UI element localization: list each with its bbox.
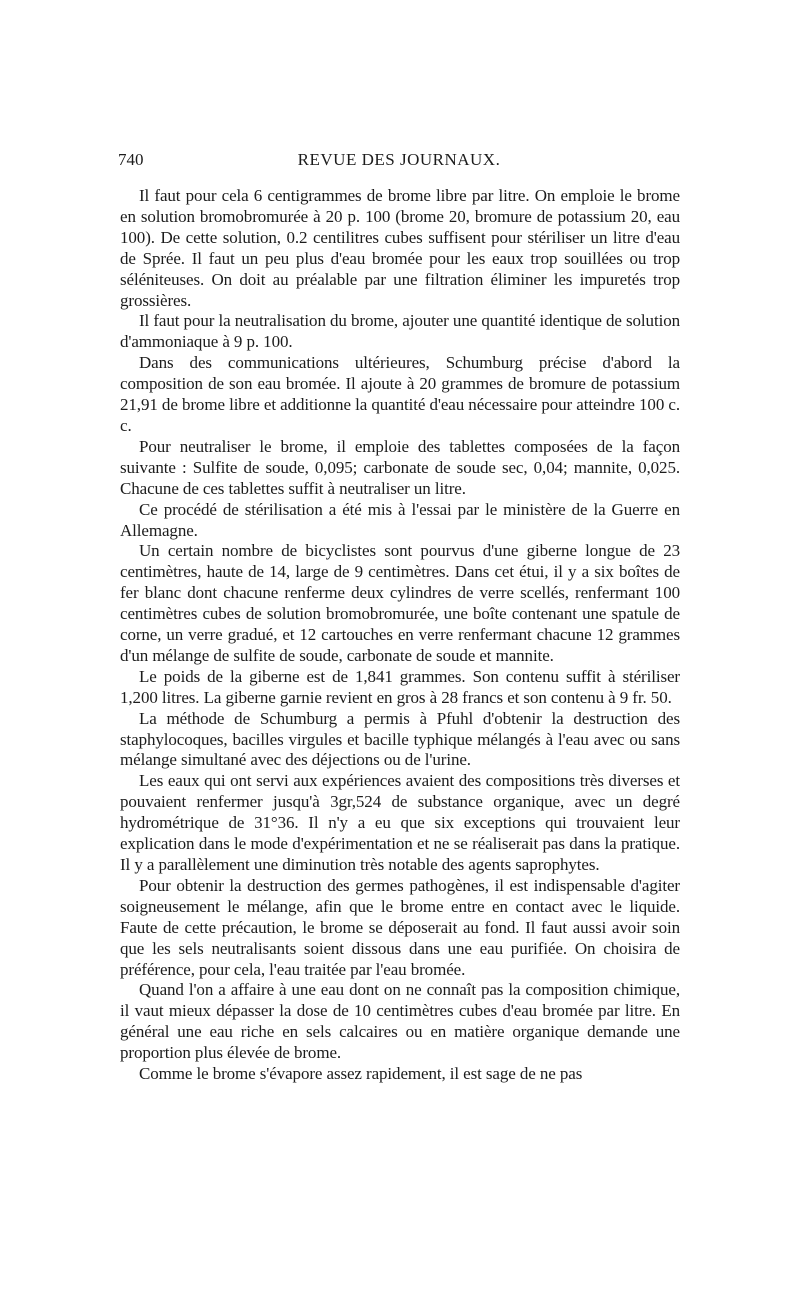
paragraph-pfuhl-results: La méthode de Schumburg a permis à Pfuhl d'obtenir la destruction des staphylocoques, bacilles virgules et bacille typhique mélangés à l'eau avec ou sans mélange simultané avec des déjections ou de l'urine. (120, 708, 680, 770)
paragraph-cartridge-pouch: Un certain nombre de bicyclistes sont pourvus d'une giberne longue de 23 centimètres, haute de 14, large de 9 centimètres. Dans cet étui, il y a six boîtes de fer blanc dont chacune renferme deux cylindres de verre scellés, renfermant 100 centimètres cubes de solution bromobromurée, une boîte contenant une spatule de corne, un verre gradué, et 12 cartouches en verre renfermant chacune 12 grammes d'un mélange de sulfite de soude, carbonate de soude et mannite. (120, 541, 680, 665)
paragraph-bromine-dose: Il faut pour cela 6 centigrammes de brome libre par litre. On emploie le brome en solution bromobromurée à 20 p. 100 (brome 20, bromure de potassium 20, eau 100). De cette solution, 0.2 centilitres cubes suffisent pour stériliser un litre d'eau de Sprée. Il faut un peu plus d'eau bromée pour les eaux trop souillées ou trop séléniteuses. On doit au préalable par une filtration éliminer les impuretés trop grossières. (120, 186, 680, 310)
paragraph-unknown-water: Quand l'on a affaire à une eau dont on ne connaît pas la composition chimique, il vaut mieux dépasser la dose de 10 centimètres cubes d'eau bromée par litre. En général une eau riche en sels calcaires ou en matière organique demande une proportion plus élevée de brome. (120, 980, 680, 1063)
journal-title: REVUE DES JOURNAUX. (297, 150, 501, 169)
paragraph-agitation: Pour obtenir la destruction des germes pathogènes, il est indispensable d'agiter soigneusement le mélange, afin que le brome entre en contact avec le liquide. Faute de cette précaution, le brome se déposerait au fond. Il faut aussi avoir soin que les sels neutralisants soient dissous dans une eau purifiée. On choisira de préférence, pour cela, l'eau traitée par l'eau bromée. (120, 875, 680, 979)
paragraph-pouch-weight: Le poids de la giberne est de 1,841 grammes. Son contenu suffit à stériliser 1,200 litres. La giberne garnie revient en gros à 28 francs et son contenu à 9 fr. 50. (120, 666, 680, 707)
paragraph-water-composition: Les eaux qui ont servi aux expériences avaient des compositions très diverses et pouvaient renfermer jusqu'à 3gr,524 de substance organique, avec un degré hydrométrique de 31°36. Il n'y a eu que six exceptions qui trouvaient leur explication dans le mode d'expérimentation et ne se réaliserait pas dans la pratique. Il y a parallèlement une diminution très notable des agents saprophytes. (120, 771, 680, 874)
running-head (118, 150, 680, 174)
paragraph-war-ministry-trial: Ce procédé de stérilisation a été mis à l'essai par le ministère de la Guerre en Allemagne. (120, 499, 680, 540)
paragraph-evaporation: Comme le brome s'évapore assez rapidement, il est sage de ne pas (139, 1064, 583, 1084)
article-body (120, 186, 680, 1085)
paragraph-neutralisation: Il faut pour la neutralisation du brome, ajouter une quantité identique de solution d'ammoniaque à 9 p. 100. (120, 311, 680, 352)
paragraph-bromine-composition: Dans des communications ultérieures, Schumburg précise d'abord la composition de son eau bromée. Il ajoute à 20 grammes de bromure de potassium 21,91 de brome libre et additionne la quantité d'eau nécessaire pour atteindre 100 c. c. (120, 353, 680, 435)
paragraph-neutralising-tablets: Pour neutraliser le brome, il emploie des tablettes composées de la façon suivante : Sulfite de soude, 0,095; carbonate de soude sec, 0,04; mannite, 0,025. Chacune de ces tablettes suffit à neutraliser un litre. (120, 436, 680, 498)
page-number: 740 (118, 150, 144, 169)
